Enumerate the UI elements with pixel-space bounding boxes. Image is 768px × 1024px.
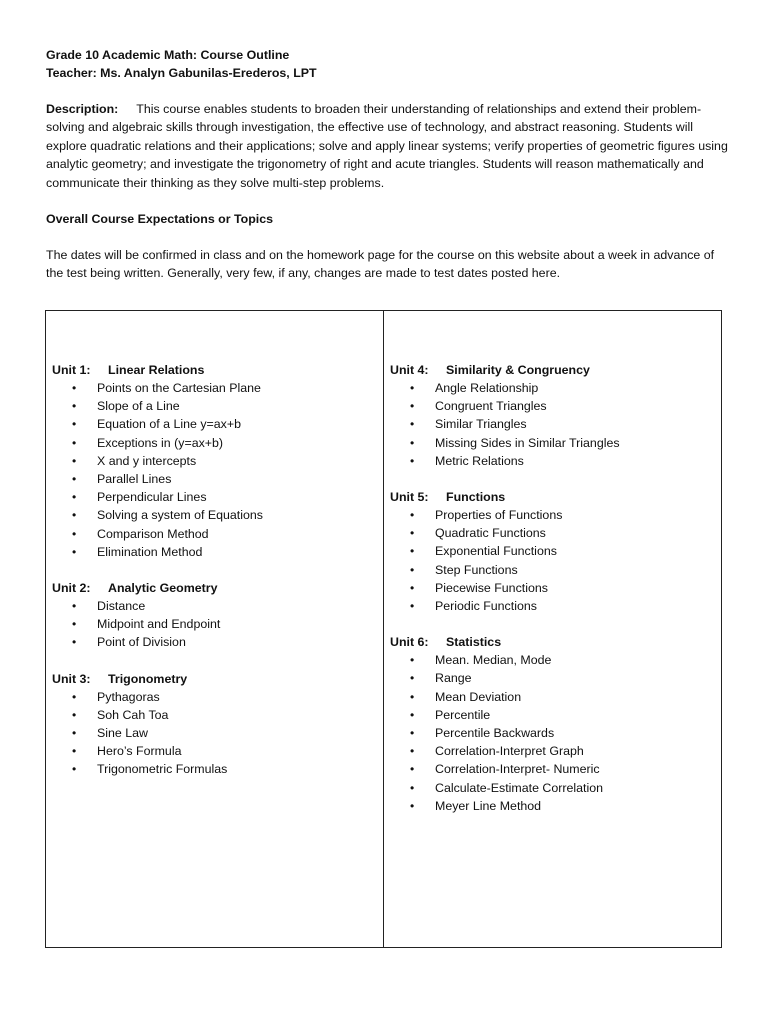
- topic-item: • Calculate-Estimate Correlation: [390, 779, 721, 797]
- unit-title: [52, 361, 383, 379]
- units-table: [45, 310, 722, 948]
- unit-title: [52, 579, 383, 597]
- unit-name: Statistics: [446, 635, 502, 650]
- unit-name: Analytic Geometry: [108, 581, 218, 596]
- topic-item: • Slope of a Line: [52, 397, 383, 415]
- topic-item: • Correlation-Interpret Graph: [390, 742, 721, 760]
- unit-number: Unit 2:: [52, 581, 91, 596]
- unit-block: [390, 361, 721, 470]
- topic-item: • Range: [390, 669, 721, 687]
- topic-item: • Exceptions in (y=ax+b): [52, 434, 383, 452]
- topic-item: • Correlation-Interpret- Numeric: [390, 760, 721, 778]
- topic-item: • Soh Cah Toa: [52, 706, 383, 724]
- unit-block: [52, 579, 383, 652]
- topic-item: • Congruent Triangles: [390, 397, 721, 415]
- document-page: [46, 46, 728, 283]
- topic-item: • Point of Division: [52, 633, 383, 651]
- unit-title: [390, 488, 721, 506]
- topic-item: • Percentile Backwards: [390, 724, 721, 742]
- topic-list: [390, 506, 721, 615]
- topic-item: • Trigonometric Formulas: [52, 760, 383, 778]
- topic-item: • Percentile: [390, 706, 721, 724]
- units-column-left: [46, 311, 383, 947]
- unit-number: Unit 3:: [52, 671, 91, 686]
- expectations-heading: Overall Course Expectations or Topics: [46, 212, 273, 227]
- unit-number: Unit 6:: [390, 635, 429, 650]
- description-label: Description:: [46, 102, 119, 116]
- description-paragraph: [46, 100, 728, 192]
- topic-item: • Elimination Method: [52, 543, 383, 561]
- topic-item: • Comparison Method: [52, 525, 383, 543]
- unit-number: Unit 4:: [390, 363, 429, 377]
- topic-list: [390, 651, 721, 815]
- topic-item: • Meyer Line Method: [390, 797, 721, 815]
- topic-item: • Equation of a Line y=ax+b: [52, 415, 383, 433]
- topic-item: • Angle Relationship: [390, 379, 721, 397]
- topic-item: • Solving a system of Equations: [52, 506, 383, 524]
- topic-item: • X and y intercepts: [52, 452, 383, 470]
- unit-name: Similarity & Congruency: [446, 363, 590, 377]
- topic-item: • Quadratic Functions: [390, 524, 721, 542]
- topic-item: • Step Functions: [390, 561, 721, 579]
- teacher-line: Teacher: Ms. Analyn Gabunilas-Erederos, LPT: [46, 66, 317, 80]
- topic-item: • Hero’s Formula: [52, 742, 383, 760]
- units-column-right: [383, 311, 721, 947]
- unit-block: [390, 633, 721, 815]
- unit-number: Unit 1:: [52, 363, 91, 377]
- unit-block: [52, 670, 383, 779]
- unit-title: [52, 670, 383, 688]
- topic-list: [52, 597, 383, 652]
- topic-item: • Periodic Functions: [390, 597, 721, 615]
- topic-list: [52, 379, 383, 561]
- dates-note: The dates will be confirmed in class and on the homework page for the course on this website about a week in advance of the test being written. Generally, very few, if any, changes are made to test dates posted here.: [46, 248, 715, 281]
- topic-item: • Midpoint and Endpoint: [52, 615, 383, 633]
- topic-item: • Similar Triangles: [390, 415, 721, 433]
- unit-name: Linear Relations: [108, 363, 205, 377]
- unit-number: Unit 5:: [390, 490, 429, 505]
- topic-item: • Mean. Median, Mode: [390, 651, 721, 669]
- unit-name: Functions: [446, 490, 506, 505]
- unit-title: [390, 361, 721, 379]
- topic-item: • Sine Law: [52, 724, 383, 742]
- description-text: This course enables students to broaden their understanding of relationships and extend their problem-solving and algebraic skills through investigation, the effective use of technology, and abstract reasoning. Students will explore quadratic relations and their applications; solve and apply linear systems; verify properties of geometric figures using analytic geometry; and investigate the trigonometry of right and acute triangles. Students will reason mathematically and communicate their thinking as they solve multi-step problems.: [46, 102, 728, 190]
- topic-item: • Exponential Functions: [390, 542, 721, 560]
- topic-list: [52, 688, 383, 779]
- topic-list: [390, 379, 721, 470]
- topic-item: • Mean Deviation: [390, 688, 721, 706]
- topic-item: • Metric Relations: [390, 452, 721, 470]
- topic-item: • Missing Sides in Similar Triangles: [390, 434, 721, 452]
- topic-item: • Points on the Cartesian Plane: [52, 379, 383, 397]
- unit-block: [52, 361, 383, 561]
- topic-item: • Piecewise Functions: [390, 579, 721, 597]
- topic-item: • Perpendicular Lines: [52, 488, 383, 506]
- document-title: Grade 10 Academic Math: Course Outline: [46, 48, 290, 62]
- unit-block: [390, 488, 721, 615]
- topic-item: • Parallel Lines: [52, 470, 383, 488]
- topic-item: • Properties of Functions: [390, 506, 721, 524]
- topic-item: • Pythagoras: [52, 688, 383, 706]
- unit-title: [390, 633, 721, 651]
- topic-item: • Distance: [52, 597, 383, 615]
- unit-name: Trigonometry: [108, 671, 188, 686]
